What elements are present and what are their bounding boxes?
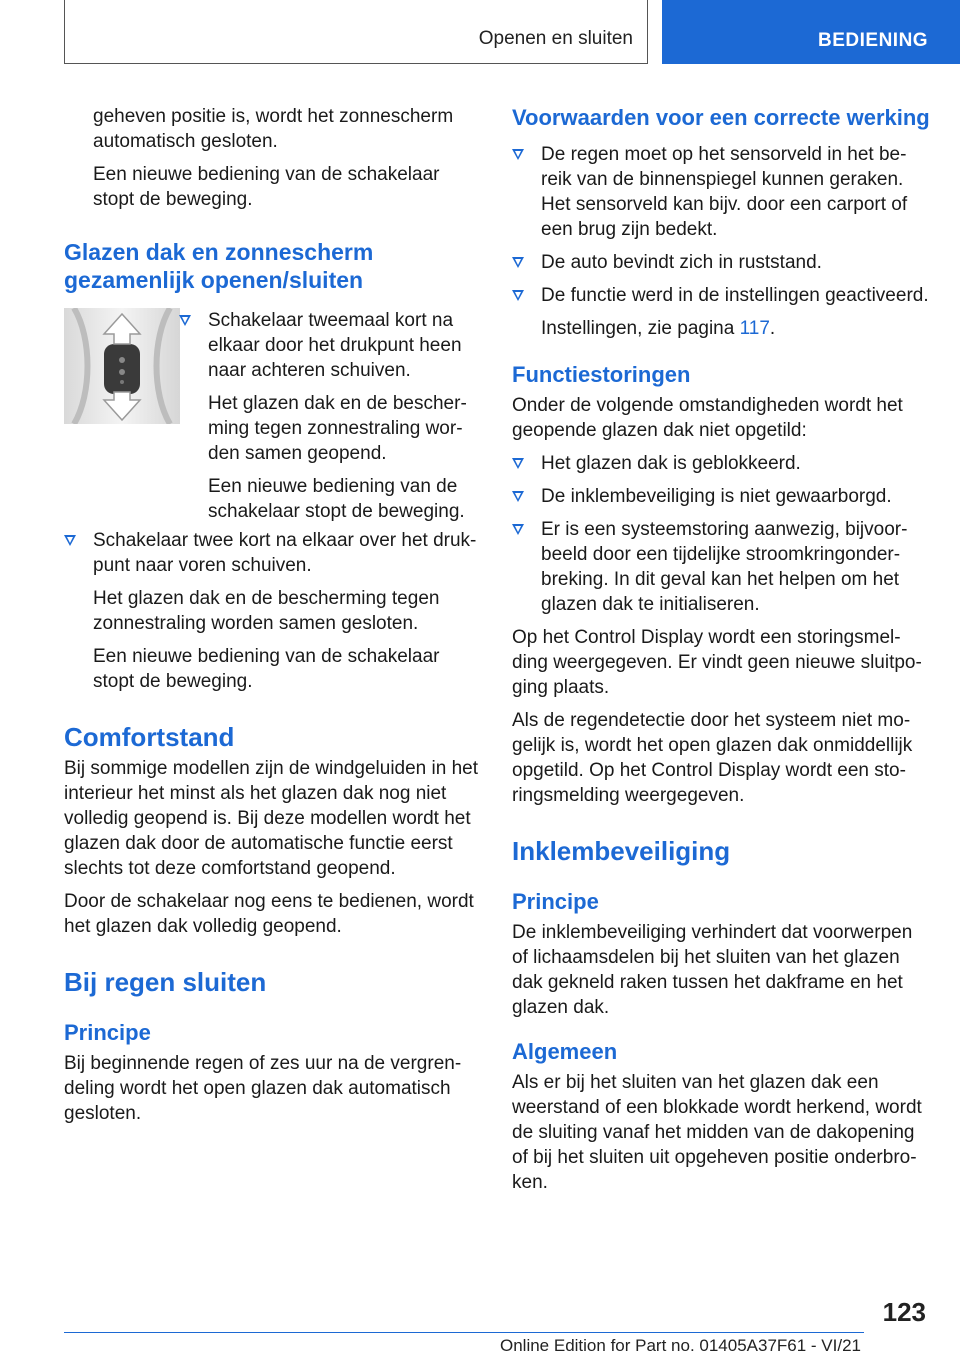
- list-item: [64, 528, 482, 578]
- triangle-bullet-icon: [179, 315, 191, 326]
- list-item: [512, 283, 930, 308]
- heading-glazen-dak: Glazen dak en zonnescherm gezamenlijk openen/sluiten: [64, 239, 374, 293]
- paragraph: Een nieuwe bediening van de schakelaar stopt de beweging.: [93, 646, 440, 692]
- heading-principe: Principe: [512, 889, 599, 914]
- cross-reference-text: Instellingen, zie pagina: [541, 318, 735, 339]
- page-number: 123: [882, 1297, 926, 1327]
- paragraph: Als er bij het sluiten van het glazen dak een weerstand of een blokkade wordt herkend, wordt de sluiting vanaf het midden van de dakopening of bij het sluiten uit opgeheven positie onderbroken.: [512, 1072, 922, 1193]
- heading-inklembeveiliging: Inklembeveiliging: [512, 836, 731, 866]
- list-item-text: Schakelaar twee kort na elkaar over het drukpunt naar voren schuiven.: [93, 530, 477, 576]
- triangle-bullet-icon: [512, 491, 524, 502]
- triangle-bullet-icon: [512, 524, 524, 535]
- header-chapter-title: BEDIENING: [818, 30, 929, 51]
- paragraph: Het glazen dak en de bescherming tegen zonnestraling worden samen geopend.: [208, 393, 467, 464]
- footer-divider: [64, 1332, 864, 1333]
- list-item-text: Er is een systeemstoring aanwezig, bijvoorbeeld door een tijdelijke stroomkringonderbreking. In dit geval kan het helpen om het glazen dak te initialiseren.: [541, 519, 908, 615]
- header-chapter-tab: [662, 0, 960, 64]
- list-item: [512, 517, 930, 617]
- continued-text-2: Een nieuwe bediening van de schakelaar stopt de beweging.: [93, 164, 440, 210]
- continued-text: geheven positie is, wordt het zonnescherm automatisch gesloten.: [93, 106, 454, 152]
- paragraph: Door de schakelaar nog eens te bedienen, wordt het glazen dak volledig geopend.: [64, 891, 474, 937]
- heading-voorwaarden: Voorwaarden voor een correcte werking: [512, 105, 930, 130]
- list-item-text: Schakelaar tweemaal kort na elkaar door het drukpunt heen naar achteren schuiven.: [208, 310, 462, 381]
- heading-comfortstand: Comfortstand: [64, 722, 235, 752]
- paragraph: Bij sommige modellen zijn de windgeluiden in het interieur het minst als het glazen dak nog niet volledig geopend is. Bij deze modellen wordt het glazen dak door de automatische functie eerst slechts tot deze comfortstand geopend.: [64, 758, 479, 879]
- header-section-title: Openen en sluiten: [478, 28, 633, 49]
- list-item-text: De functie werd in de instellingen geactiveerd.: [541, 285, 929, 306]
- paragraph: Een nieuwe bediening van de schakelaar stopt de beweging.: [208, 476, 465, 522]
- paragraph: Onder de volgende omstandigheden wordt het geopende glazen dak niet opgetild:: [512, 395, 903, 441]
- page-link[interactable]: 117: [739, 318, 770, 339]
- heading-functiestoringen: Functiestoringen: [512, 362, 691, 387]
- list-item-text: Het glazen dak is geblokkeerd.: [541, 453, 801, 474]
- list-item: [512, 451, 930, 476]
- switch-figure-icon: [64, 308, 180, 424]
- list-item: [512, 142, 930, 242]
- triangle-bullet-icon: [64, 535, 76, 546]
- paragraph: Als de regendetectie door het systeem niet mogelijk is, wordt het open glazen dak onmiddellijk opgetild. Op het Control Display wordt een storingsmelding weergegeven.: [512, 710, 913, 806]
- triangle-bullet-icon: [512, 458, 524, 469]
- cross-reference: Instellingen, zie pagina 117.: [541, 318, 776, 339]
- edition-line: Online Edition for Part no. 01405A37F61 - VI/21: [500, 1336, 862, 1355]
- left-column: [64, 104, 482, 1134]
- paragraph: Bij beginnende regen of zes uur na de vergrendeling wordt het open glazen dak automatisch gesloten.: [64, 1053, 462, 1124]
- list-item: [512, 484, 930, 509]
- list-item-text: De auto bevindt zich in ruststand.: [541, 252, 822, 273]
- heading-principe: Principe: [64, 1020, 151, 1045]
- figure-text: [179, 308, 482, 532]
- figure-row: [64, 308, 482, 528]
- list-item: [179, 308, 482, 383]
- paragraph: Op het Control Display wordt een storingsmelding weergegeven. Er vindt geen nieuwe sluitpoging plaats.: [512, 627, 922, 698]
- header-section-box: [64, 0, 648, 64]
- list-item: [512, 250, 930, 275]
- list-item-text: De inklembeveiliging is niet gewaarborgd.: [541, 486, 892, 507]
- right-column: [512, 104, 930, 1203]
- list-item-text: De regen moet op het sensorveld in het bereik van de binnenspiegel kunnen geraken. Het sensorveld kan bijv. door een carport of een brug zijn bedekt.: [541, 144, 908, 240]
- triangle-bullet-icon: [512, 257, 524, 268]
- paragraph: De inklembeveiliging verhindert dat voorwerpen of lichaamsdelen bij het sluiten van het glazen dak gekneld raken tussen het dakframe en het glazen dak.: [512, 922, 913, 1018]
- paragraph: Het glazen dak en de bescherming tegen zonnestraling worden samen gesloten.: [93, 588, 440, 634]
- heading-algemeen: Algemeen: [512, 1039, 618, 1064]
- triangle-bullet-icon: [512, 290, 524, 301]
- heading-bij-regen-sluiten: Bij regen sluiten: [64, 967, 267, 997]
- triangle-bullet-icon: [512, 149, 524, 160]
